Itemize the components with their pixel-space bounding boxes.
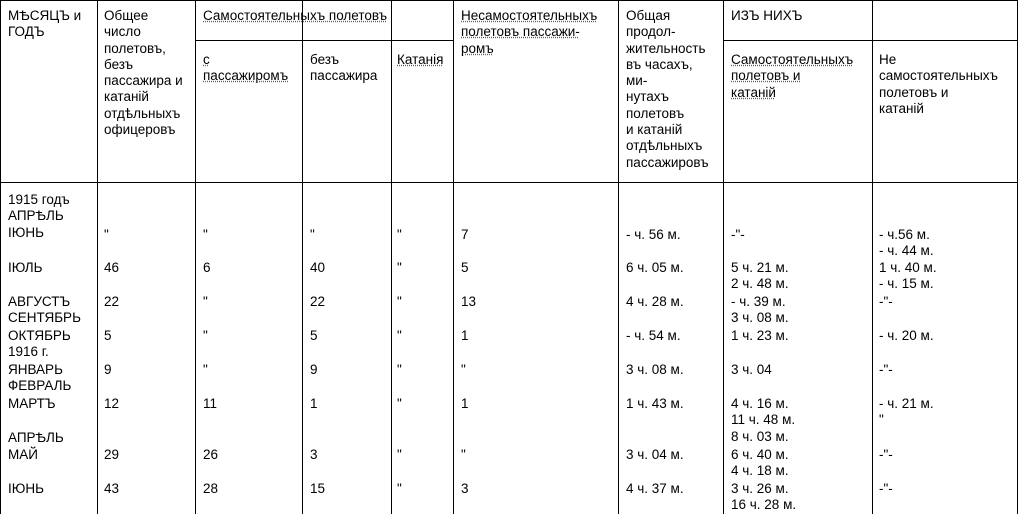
cell-total: 12	[104, 396, 120, 411]
cell-with-passenger: 11	[203, 396, 218, 411]
cell-month: МАРТЪ	[8, 396, 56, 411]
cell-with-passenger: 26	[203, 447, 219, 462]
cell-duration: 4 ч. 28 м.	[626, 294, 684, 309]
cell-rides: "	[397, 328, 402, 343]
header-of-nonsolo: Не самостоятельныхъ полетовъ и катаній	[879, 52, 998, 116]
cell-without-passenger: 40	[310, 260, 326, 275]
header-total-duration: Общая продол- жительность въ часахъ, ми- нутахъ полетовъ и катаній отдѣльныхъ пассажировъ	[626, 8, 709, 170]
header-month: МѢСЯЦЪ и ГОДЪ	[8, 8, 82, 40]
cell-month: ІЮЛЬ	[8, 260, 43, 275]
cell-month: АВГУСТЪ СЕНТЯБРЬ	[8, 294, 81, 326]
cell-without-passenger: 15	[310, 481, 326, 496]
cell-month: ОКТЯБРЬ 1916 г.	[8, 328, 71, 360]
cell-duration: 6 ч. 05 м.	[626, 260, 684, 275]
cell-nonsolo: "	[461, 447, 466, 462]
cell-total: 9	[104, 362, 112, 377]
cell-nonsolo: "	[461, 362, 466, 377]
cell-total: 43	[104, 481, 120, 496]
header-rides: Катанія	[397, 52, 444, 67]
cell-duration: - ч. 56 м.	[626, 227, 681, 242]
cell-of-nonsolo: -"-	[879, 294, 893, 309]
cell-of-solo: -"-	[731, 227, 745, 242]
cell-of-solo: 3 ч. 04	[731, 362, 772, 377]
cell-nonsolo: 13	[461, 294, 477, 309]
cell-month: ЯНВАРЬ ФЕВРАЛЬ	[8, 362, 72, 394]
cell-duration: - ч. 54 м.	[626, 328, 681, 343]
header-total-flights: Общее число полетовъ, безъ пассажира и катаній отдѣльныхъ офицеровъ	[104, 8, 183, 138]
cell-with-passenger: 28	[203, 481, 219, 496]
cell-of-solo: 1 ч. 23 м.	[731, 328, 789, 343]
header-without-passenger: безъ пассажира	[310, 52, 378, 84]
cell-total: 46	[104, 260, 120, 275]
cell-of-nonsolo: -"-	[879, 362, 893, 377]
cell-duration: 4 ч. 37 м.	[626, 481, 684, 496]
cell-duration: 1 ч. 43 м.	[626, 396, 684, 411]
cell-duration: 3 ч. 04 м.	[626, 447, 684, 462]
cell-nonsolo: 3	[461, 481, 469, 496]
cell-with-passenger: "	[203, 362, 208, 377]
cell-of-solo: - ч. 39 м. 3 ч. 08 м.	[731, 294, 789, 326]
cell-with-passenger: 6	[203, 260, 211, 275]
cell-of-nonsolo: -"-	[879, 481, 893, 496]
cell-with-passenger: "	[203, 294, 208, 309]
cell-without-passenger: 9	[310, 362, 318, 377]
cell-rides: "	[397, 447, 402, 462]
cell-of-nonsolo: - ч. 21 м. "	[879, 396, 934, 428]
cell-rides: "	[397, 294, 402, 309]
cell-with-passenger: "	[203, 227, 208, 242]
cell-month: ІЮНЬ	[8, 481, 44, 496]
cell-of-nonsolo: - ч.56 м. - ч. 44 м.	[879, 227, 934, 259]
cell-total: 5	[104, 328, 112, 343]
cell-with-passenger: "	[203, 328, 208, 343]
cell-without-passenger: 22	[310, 294, 326, 309]
cell-total: 22	[104, 294, 120, 309]
cell-rides: "	[397, 481, 402, 496]
cell-month: МАЙ	[8, 447, 38, 462]
header-of-them: ИЗЪ НИХЪ	[731, 8, 803, 23]
header-with-passenger: с пассажиромъ	[203, 52, 289, 84]
cell-of-nonsolo: 1 ч. 40 м. - ч. 15 м.	[879, 260, 937, 292]
cell-nonsolo: 1	[461, 396, 469, 411]
cell-of-solo: 6 ч. 40 м. 4 ч. 18 м.	[731, 447, 789, 479]
cell-of-solo: 3 ч. 26 м. 16 ч. 28 м.	[731, 481, 797, 513]
cell-without-passenger: "	[310, 227, 315, 242]
header-nonsolo-flights: Несамостоятельныхъ полетовъ пассажи- ромъ	[461, 8, 598, 56]
cell-rides: "	[397, 362, 402, 377]
cell-of-solo: 4 ч. 16 м. 11 ч. 48 м. 8 ч. 03 м.	[731, 396, 796, 444]
cell-of-nonsolo: -"-	[879, 447, 893, 462]
cell-rides: "	[397, 396, 402, 411]
cell-without-passenger: 3	[310, 447, 318, 462]
cell-nonsolo: 5	[461, 260, 469, 275]
cell-month: 1915 годъ АПРѢЛЬ ІЮНЬ	[8, 192, 70, 240]
cell-duration: 3 ч. 08 м.	[626, 362, 684, 377]
cell-without-passenger: 1	[310, 396, 318, 411]
cell-total: "	[104, 227, 109, 242]
cell-rides: "	[397, 260, 402, 275]
cell-month: АПРѢЛЬ	[8, 430, 64, 445]
cell-nonsolo: 7	[461, 227, 469, 242]
cell-nonsolo: 1	[461, 328, 469, 343]
cell-of-nonsolo: - ч. 20 м.	[879, 328, 934, 343]
header-of-solo: Самостоятельныхъ полетовъ и катаній	[731, 52, 854, 100]
cell-rides: "	[397, 227, 402, 242]
cell-without-passenger: 5	[310, 328, 318, 343]
cell-of-solo: 5 ч. 21 м. 2 ч. 48 м.	[731, 260, 789, 292]
cell-total: 29	[104, 447, 120, 462]
header-solo-flights: Самостоятельныхъ полетовъ	[203, 8, 388, 23]
